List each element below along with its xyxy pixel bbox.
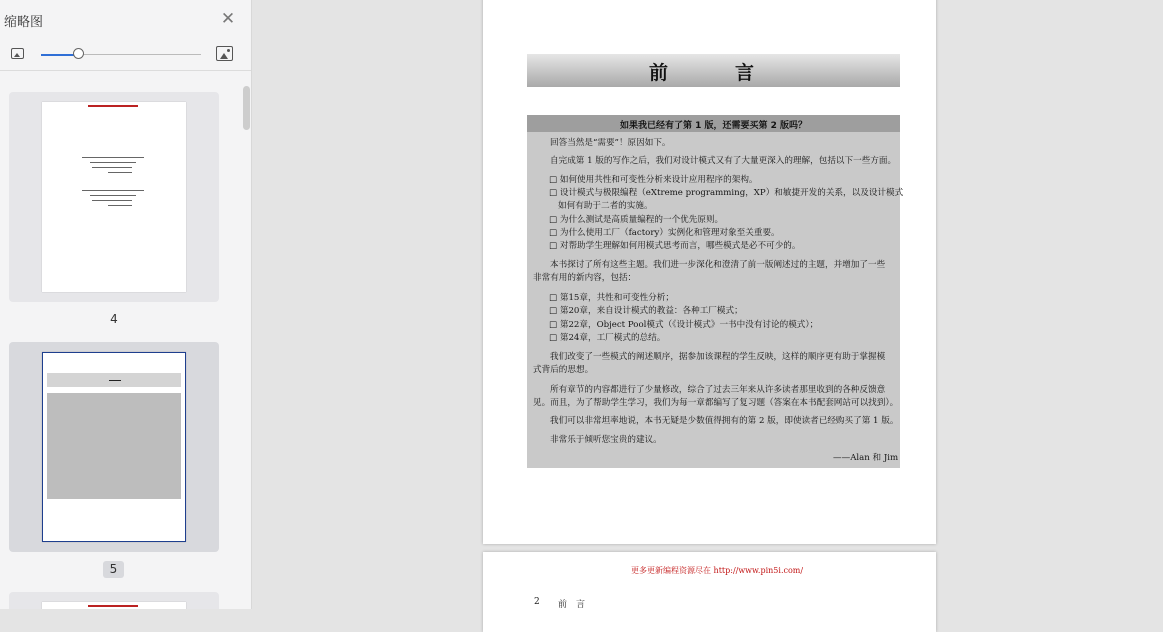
paragraph-line: 非常有用的新内容，包括： [533, 273, 637, 283]
thumbnail-zoom-row [0, 40, 252, 71]
document-page-5 [483, 0, 936, 544]
thumbnail-page-image [42, 352, 186, 542]
sidebar-title: 缩略图 [4, 15, 44, 30]
page-title: 前 言 [648, 62, 778, 84]
resource-notice: 更多更新编程资源尽在 http://www.pin5i.com/ [631, 566, 804, 575]
bullet-line: □ 第15章，共性和可变性分析； [549, 293, 674, 304]
document-page-6 [483, 552, 936, 632]
paragraph-line: 见。而且，为了帮助学生学习，我们为每一章都编写了复习题（答案在本书配套网站可以找到）。 [533, 398, 899, 408]
thumbnail-page-image [42, 602, 186, 609]
paragraph-line: 我们改变了一些模式的阐述顺序，据参加该课程的学生反映，这样的顺序更有助于掌握模 [550, 352, 886, 362]
thumbnail-label-5: 5 [103, 561, 124, 578]
signature: ——Alan 和 Jim [833, 453, 899, 463]
paragraph-line: 非常乐于倾听您宝贵的建议。 [550, 435, 662, 445]
thumbnail-sidebar [0, 0, 252, 609]
thumbnail-page-6[interactable] [9, 592, 219, 609]
paragraph-line: 式背后的思想。 [533, 365, 594, 375]
page-title-band [527, 54, 900, 87]
question-heading: 如果我已经有了第 1 版，还需要买第 2 版吗？ [619, 121, 808, 131]
slider-handle[interactable] [73, 48, 84, 59]
paragraph-line: 自完成第 1 版的写作之后，我们对设计模式又有了大量更深入的理解，包括以下一些方面。 [550, 156, 897, 166]
running-page-number: 2 [534, 597, 540, 607]
close-icon[interactable]: ✕ [220, 9, 236, 29]
bullet-line: □ 第20章，来自设计模式的教益：各种工厂模式； [549, 306, 743, 317]
paragraph-line: 本书探讨了所有这些主题。我们进一步深化和澄清了前一版阐述过的主题，并增加了一些 [550, 260, 886, 270]
bullet-line: □ 第24章，工厂模式的总结。 [549, 333, 665, 344]
small-image-icon[interactable] [11, 48, 24, 59]
bullet-line: □ 对帮助学生理解如何用模式思考而言，哪些模式是必不可少的。 [549, 241, 801, 252]
bullet-line: □ 为什么使用工厂（factory）实例化和管理对象至关重要。 [549, 228, 780, 239]
thumbnail-page-5[interactable] [9, 342, 219, 552]
paragraph-line: 回答当然是“需要”！原因如下。 [550, 138, 671, 148]
paragraph-line: 我们可以非常坦率地说，本书无疑是少数值得拥有的第 2 版，即使读者已经购买了第 1 版。 [550, 416, 899, 426]
large-image-icon[interactable] [216, 46, 233, 61]
thumbnail-size-slider[interactable] [41, 54, 201, 55]
thumbnail-page-image [42, 102, 186, 292]
bullet-line: □ 如何使用共性和可变性分析来设计应用程序的架构。 [549, 175, 758, 186]
sidebar-scrollbar[interactable] [243, 86, 250, 130]
bullet-line: □ 为什么测试是高质量编程的一个优先原则。 [549, 215, 723, 226]
bullet-line: □ 设计模式与极限编程（eXtreme programming，XP）和敏捷开发的关系，以及设计模式 [549, 188, 903, 199]
thumbnail-label-4: 4 [110, 312, 118, 326]
scanned-text-block [527, 115, 904, 468]
question-header-band [527, 115, 900, 132]
paragraph-line: 如何有助于二者的实施。 [558, 201, 653, 211]
running-header-title: 前 言 [558, 600, 586, 610]
thumb-red-header [88, 605, 138, 607]
thumbnail-page-4[interactable] [9, 92, 219, 302]
bullet-line: □ 第22章，Object Pool模式（《设计模式》一书中没有讨论的模式）； [549, 320, 818, 331]
thumb-red-header [88, 105, 138, 107]
paragraph-line: 所有章节的内容都进行了少量修改，综合了过去三年来从许多读者那里收到的各种反馈意 [550, 385, 886, 395]
